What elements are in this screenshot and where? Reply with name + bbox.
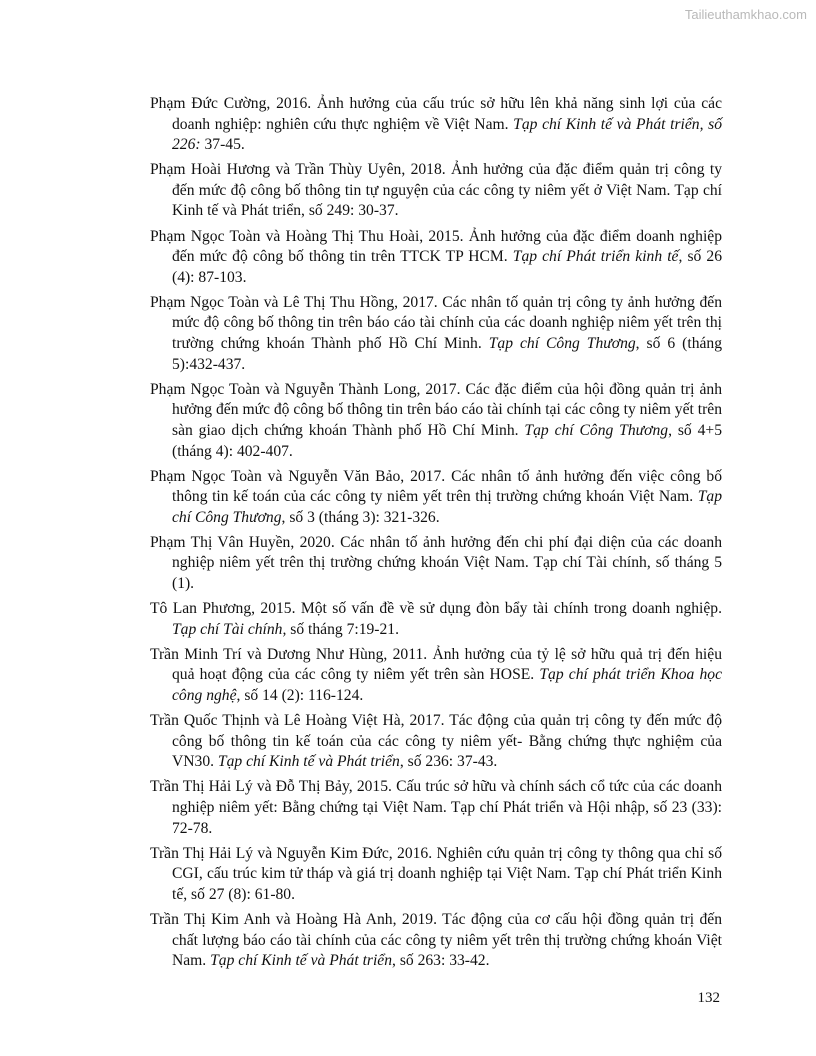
reference-item [150, 844, 722, 906]
reference-tail: , số 14 (2): 116-124. [236, 687, 364, 705]
reference-item [150, 94, 722, 156]
reference-item [150, 599, 722, 640]
reference-journal: Tạp chí Công Thương [172, 488, 722, 526]
page-number: 132 [697, 990, 720, 1006]
reference-item [150, 467, 722, 529]
reference-item [150, 645, 722, 707]
reference-text: Trần Thị Hải Lý và Đỗ Thị Bảy, 2015. Cấu trúc sở hữu và chính sách cổ tức của các doanh nghiệp niêm yết: Bằng chứng tại Việt Nam. Tạp chí Phát triển và Hội nhập, số 23 (33): 72-78. [150, 778, 722, 837]
reference-tail: , số 6 (tháng 5):432-437. [172, 335, 722, 373]
reference-journal: Tạp chí Phát triển kinh tế [512, 248, 679, 266]
reference-item [150, 293, 722, 375]
reference-tail: , số 26 (4): 87-103. [172, 248, 722, 286]
reference-tail: , số 236: 37-43. [399, 753, 498, 771]
reference-item [150, 160, 722, 222]
reference-text: Phạm Ngọc Toàn và Nguyễn Thành Long, 2017. Các đặc điểm của hội đồng quản trị ảnh hưởng đến mức độ công bố thông tin trên báo cáo tài chính tại các công ty niêm yết trên sàn giao dịch chứng khoán Thành phố Hồ Chí Minh. [150, 380, 722, 439]
reference-text: Trần Thị Hải Lý và Nguyễn Kim Đức, 2016. Nghiên cứu quản trị công ty thông qua chỉ số CGI, cấu trúc kim tử tháp và giá trị doanh nghiệp tại Việt Nam. Tạp chí Phát triển Kinh tế, số 27 (8): 61-80. [150, 844, 722, 903]
reference-journal: Tạp chí Kinh tế và Phát triển [210, 952, 393, 970]
reference-journal: Tạp chí Tài chính, [172, 620, 287, 638]
reference-text: Trần Quốc Thịnh và Lê Hoàng Việt Hà, 2017. Tác động của quản trị công ty đến mức độ công bố thông tin kế toán của các công ty niêm yết- Bằng chứng thực nghiệm của VN30. [150, 712, 722, 771]
reference-text: Phạm Ngọc Toàn và Hoàng Thị Thu Hoài, 2015. Ảnh hưởng của đặc điểm doanh nghiệp đến mức độ công bố thông tin trên TTCK TP HCM. [150, 227, 722, 266]
reference-tail: , số 4+5 (tháng 4): 402-407. [172, 421, 722, 460]
reference-text: Phạm Đức Cường, 2016. Ảnh hưởng của cấu trúc sở hữu lên khả năng sinh lợi của các doanh nghiệp: nghiên cứu thực nghiệm về Việt Nam. [150, 95, 722, 133]
reference-text: Trần Minh Trí và Dương Như Hùng, 2011. Ảnh hưởng của tỷ lệ sở hữu quả trị đến hiệu quả hoạt động của các công ty niêm yết trên sàn HOSE. [150, 645, 722, 684]
reference-text: Tô Lan Phương, 2015. Một số vấn đề về sử dụng đòn bẩy tài chính trong doanh nghiệp. [150, 600, 722, 618]
reference-item [150, 711, 722, 773]
reference-journal: Tạp chí Công Thương [524, 421, 669, 439]
reference-item [150, 910, 722, 972]
reference-item [150, 227, 722, 289]
reference-tail: , số 3 (tháng 3): 321-326. [281, 508, 440, 526]
reference-journal: Tạp chí phát triển Khoa học công nghệ [172, 666, 722, 705]
reference-text: Phạm Thị Vân Huyền, 2020. Các nhân tố ảnh hưởng đến chi phí đại diện của các doanh nghiệp niêm yết trên thị trường chứng khoán Việt Nam. Tạp chí Tài chính, số tháng 5 (1). [150, 533, 722, 593]
reference-item [150, 777, 722, 839]
reference-text: Phạm Ngọc Toàn và Nguyễn Văn Bảo, 2017. Các nhân tố ảnh hưởng đến việc công bố thông tin kế toán của các công ty niêm yết trên thị trường chứng khoán Việt Nam. [150, 467, 722, 506]
reference-list [150, 94, 722, 976]
reference-tail: số tháng 7:19-21. [286, 620, 399, 638]
reference-text: Phạm Hoài Hương và Trần Thùy Uyên, 2018. Ảnh hưởng của đặc điểm quản trị công ty đến mức độ công bố thông tin tự nguyện của các công ty niêm yết ở Việt Nam. Tạp chí Kinh tế và Phát triển, số 249: 30-37. [150, 161, 722, 220]
reference-journal: Tạp chí Công Thương [488, 335, 636, 353]
reference-tail: , số 263: 33-42. [392, 952, 490, 970]
reference-journal: Tạp chí Kinh tế và Phát triển, số 226: [172, 115, 722, 154]
watermark: Tailieuthamkhao.com [684, 7, 807, 22]
reference-item [150, 533, 722, 595]
reference-item [150, 380, 722, 462]
reference-journal: Tạp chí Kinh tế và Phát triển [217, 753, 400, 771]
reference-text: Phạm Ngọc Toàn và Lê Thị Thu Hồng, 2017. Các nhân tố quản trị công ty ảnh hưởng đến mức độ công bố thông tin trên báo cáo tài chính của các doanh nghiệp niêm yết trên thị trường chứng khoán Thành phố Hồ Chí Minh. [150, 293, 722, 353]
reference-tail: 37-45. [200, 136, 245, 154]
reference-text: Trần Thị Kim Anh và Hoàng Hà Anh, 2019. Tác động của cơ cấu hội đồng quản trị đến chất lượng báo cáo tài chính của các công ty niêm yết trên thị trường chứng khoán Việt Nam. [150, 910, 722, 970]
